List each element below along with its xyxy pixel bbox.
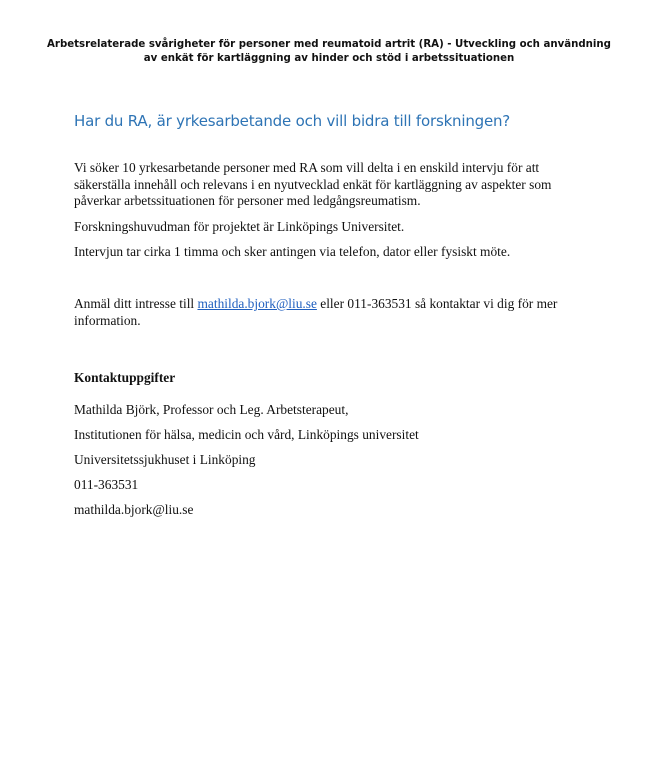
header-line-2: av enkät för kartläggning av hinder och stöd i arbetssituationen [143,53,515,64]
page-title: Har du RA, är yrkesarbetande och vill bidra till forskningen? [74,112,511,130]
organizer-paragraph: Forskningshuvudman för projektet är Linköpings Universitet. [74,219,405,234]
contact-phone: 011-363531 [74,477,139,492]
signup-suffix: eller 011-363531 så kontaktar vi dig för mer information. [74,296,558,328]
signup-paragraph [74,296,594,329]
document-header [40,38,618,66]
contact-heading: Kontaktuppgifter [74,370,176,385]
contact-email: mathilda.bjork@liu.se [74,502,194,517]
contact-hospital: Universitetssjukhuset i Linköping [74,452,256,467]
contact-name-title: Mathilda Björk, Professor och Leg. Arbetsterapeut, [74,402,349,417]
contact-institution: Institutionen för hälsa, medicin och vård, Linköpings universitet [74,427,419,442]
intro-paragraph: Vi söker 10 yrkesarbetande personer med RA som vill delta i en enskild intervju för att säkerställa innehåll och relevans i en nyutvecklad enkät för kartläggning av aspekter som påverkar arbetssituationen för personer med ledgångsreumatism. [74,160,552,208]
signup-prefix: Anmäl ditt intresse till [74,296,198,311]
interview-paragraph: Intervjun tar cirka 1 timma och sker antingen via telefon, dator eller fysiskt möte. [74,244,511,259]
email-link[interactable]: mathilda.bjork@liu.se [197,296,317,311]
header-line-1: Arbetsrelaterade svårigheter för personer med reumatoid artrit (RA) - Utveckling och användning [47,39,611,50]
